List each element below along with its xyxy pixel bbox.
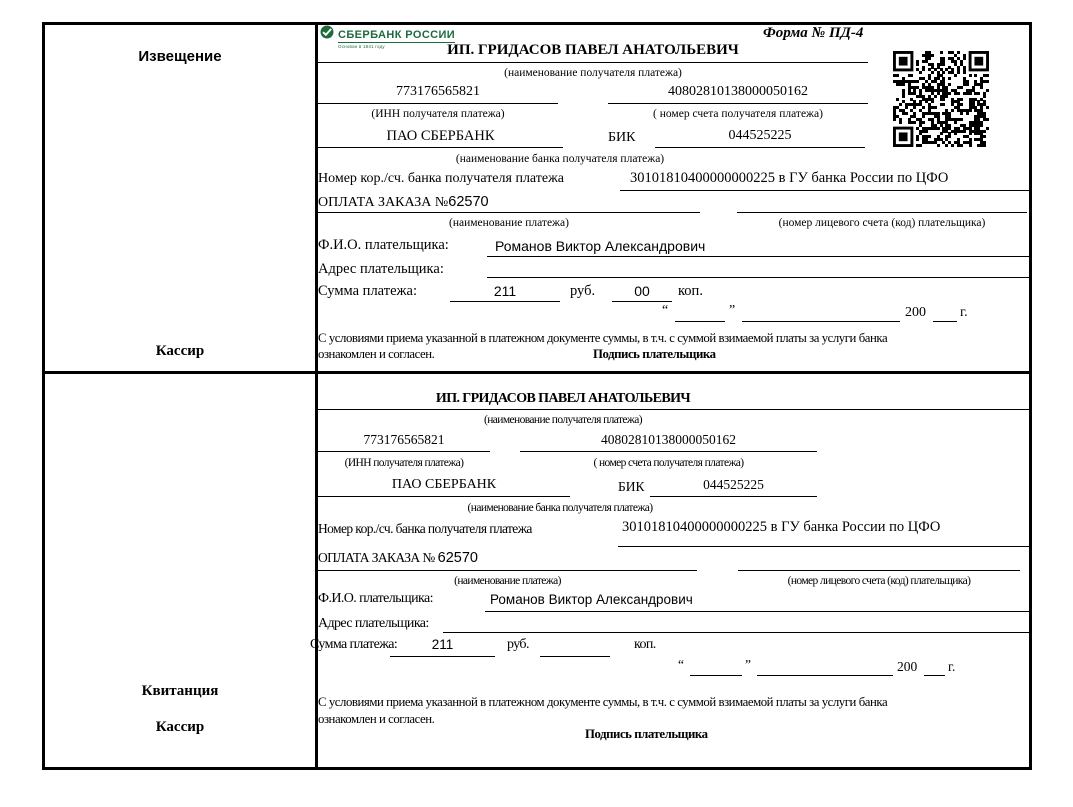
inn-value: 773176565821 (396, 84, 480, 99)
field-line (650, 496, 817, 497)
date-year-suffix: г. (960, 305, 968, 320)
agreement-line2: ознакомлен и согласен. (318, 712, 435, 726)
label-recipient-name: (наименование получателя платежа) (484, 414, 642, 426)
label-payment-name: (наименование платежа) (449, 217, 569, 229)
payer-signature-label: Подпись плательщика (593, 347, 716, 361)
label-kop: коп. (634, 637, 656, 652)
form-number: Форма № ПД-4 (763, 25, 864, 41)
field-line (318, 570, 697, 571)
corr-account-value: 30101810400000000225 в ГУ банка России по ЦФО (630, 170, 949, 186)
date-day-line (675, 321, 725, 322)
bik-value: 044525225 (728, 128, 792, 143)
date-open-quote: “ (662, 303, 669, 318)
label-rub: руб. (570, 283, 596, 299)
cashier-label-receipt: Кассир (155, 719, 205, 735)
form-table (42, 22, 1032, 770)
date-close-quote: ” (729, 303, 736, 318)
qr-code (893, 51, 989, 147)
field-line (487, 256, 1029, 257)
label-rub: руб. (507, 637, 529, 652)
label-payment-name: (наименование платежа) (454, 575, 561, 587)
bik-value: 044525225 (703, 477, 764, 492)
bank-name-value: ПАО СБЕРБАНК (386, 128, 495, 144)
field-line (450, 301, 560, 302)
label-kop: коп. (678, 283, 703, 299)
field-line (485, 611, 1029, 612)
account-value: 40802810138000050162 (601, 432, 736, 447)
amount-rub-value: 211 (431, 637, 454, 652)
label-payer-fio: Ф.И.О. плательщика: (318, 237, 449, 253)
label-recipient-name: (наименование получателя платежа) (504, 67, 682, 79)
field-line (390, 656, 495, 657)
payment-purpose (318, 550, 478, 566)
date-month-line (742, 321, 900, 322)
order-number: 62570 (448, 194, 489, 210)
field-line (318, 451, 490, 452)
row-divider (45, 371, 1029, 374)
field-line (620, 190, 1030, 191)
label-payment-sum: Сумма платежа: (318, 283, 417, 299)
bank-name-value: ПАО СБЕРБАНК (391, 477, 497, 492)
field-line (612, 301, 672, 302)
corr-account-value: 30101810400000000225 в ГУ банка России по ЦФО (622, 519, 941, 535)
label-bik: БИК (608, 130, 636, 145)
amount-kop-value: 00 (634, 283, 650, 299)
payer-name-value: Романов Виктор Александрович (490, 592, 693, 607)
field-line (618, 546, 1030, 547)
label-payer-address: Адрес плательщика: (318, 616, 429, 631)
label-personal-account: (номер лицевого счета (код) плательщика) (778, 217, 986, 229)
field-line (318, 103, 558, 104)
label-inn: (ИНН получателя платежа) (371, 108, 505, 120)
cashier-label-notice: Кассир (155, 343, 205, 359)
field-line (318, 212, 700, 213)
label-corr-account: Номер кор./сч. банка получателя платежа (318, 171, 564, 186)
label-payment-sum: Сумма платежа: (310, 637, 398, 652)
field-line (318, 147, 563, 148)
date-year-suffix: г. (948, 659, 956, 674)
field-line (487, 277, 1029, 278)
agreement-line2: ознакомлен и согласен. (318, 347, 435, 361)
payment-purpose-prefix: ОПЛАТА ЗАКАЗА № (318, 195, 449, 210)
field-line (520, 451, 817, 452)
recipient-name: ИП. ГРИДАСОВ ПАВЕЛ АНАТОЛЬЕВИЧ (447, 42, 739, 58)
agreement-line1: С условиями приема указанной в платежном документе суммы, в т.ч. с суммой взимаемой платы за услуги банка (318, 695, 888, 709)
label-payer-fio: Ф.И.О. плательщика: (318, 591, 433, 606)
sberbank-logo-text: СБЕРБАНК РОССИИ (338, 29, 456, 42)
order-number: 62570 (437, 550, 478, 566)
date-close-quote: ” (745, 657, 751, 672)
field-line (443, 632, 1029, 633)
label-account: ( номер счета получателя платежа) (593, 457, 744, 469)
receipt-stub-title: Квитанция (141, 683, 219, 699)
payer-name-value: Романов Виктор Александрович (495, 238, 706, 254)
date-year-line (924, 675, 945, 676)
date-day-line (690, 675, 742, 676)
payment-purpose-prefix: ОПЛАТА ЗАКАЗА № (318, 550, 435, 565)
label-bik: БИК (618, 479, 645, 494)
label-corr-account: Номер кор./сч. банка получателя платежа (318, 521, 532, 536)
field-line (737, 212, 1027, 213)
payer-signature-label: Подпись плательщика (585, 727, 708, 741)
inn-value: 773176565821 (363, 432, 445, 447)
agreement-line1: С условиями приема указанной в платежном документе суммы, в т.ч. с суммой взимаемой платы за услуги банка (318, 331, 888, 345)
label-bank-name: (наименование банка получателя платежа) (455, 153, 665, 165)
date-month-line (757, 675, 893, 676)
date-century: 200 (905, 305, 926, 320)
field-line (318, 409, 1029, 410)
field-line (540, 656, 610, 657)
recipient-name: ИП. ГРИДАСОВ ПАВЕЛ АНАТОЛЬЕВИЧ (435, 391, 691, 406)
payment-purpose (318, 194, 489, 211)
sberbank-logo-tagline: Основан в 1841 году (338, 44, 385, 49)
field-line (318, 496, 570, 497)
amount-rub-value: 211 (493, 283, 517, 299)
notice-stub-title: Извещение (138, 48, 222, 65)
label-payer-address: Адрес плательщика: (318, 261, 444, 277)
label-inn: (ИНН получателя платежа) (344, 457, 464, 469)
field-line (608, 103, 868, 104)
label-account: ( номер счета получателя платежа) (653, 108, 823, 120)
date-year-line (933, 321, 957, 322)
account-value: 40802810138000050162 (668, 84, 808, 99)
field-line (738, 570, 1020, 571)
label-personal-account: (номер лицевого счета (код) плательщика) (787, 575, 971, 587)
date-century: 200 (897, 659, 918, 674)
label-bank-name: (наименование банка получателя платежа) (467, 502, 653, 514)
field-line (318, 62, 868, 63)
field-line (655, 147, 865, 148)
date-open-quote: “ (678, 657, 684, 672)
